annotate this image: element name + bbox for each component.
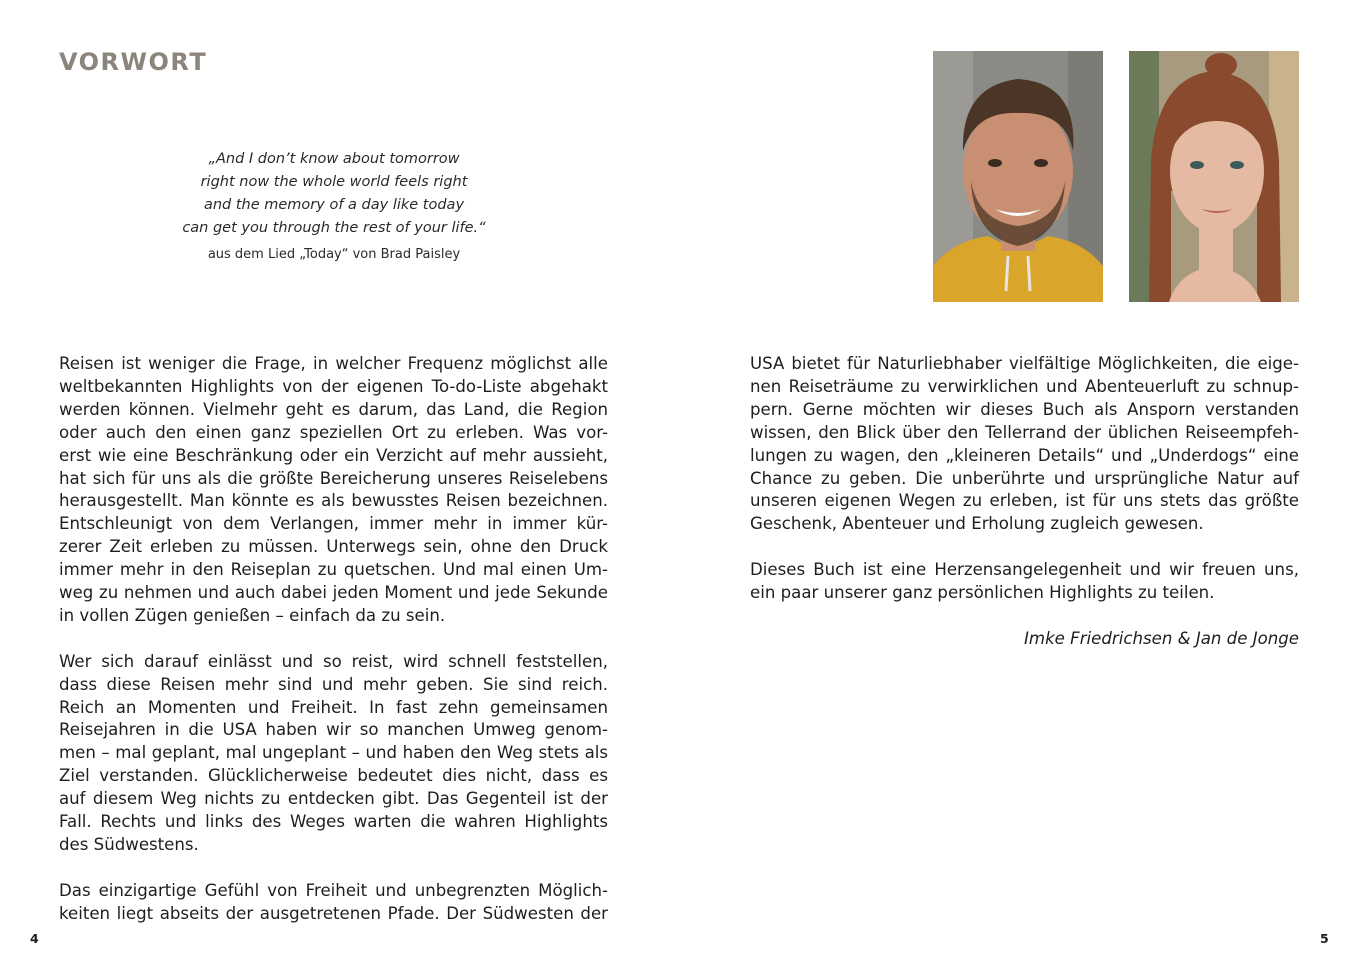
text-line: unseren eigenen Wegen zu erleben, ist für uns stets das größte <box>750 491 1299 511</box>
quote-source: aus dem Lied „Today“ von Brad Paisley <box>207 247 461 262</box>
right-page <box>679 0 1358 974</box>
body-text-right <box>750 353 1299 651</box>
text-line: pern. Gerne möchten wir dieses Buch als Ansporn verstanden <box>750 399 1299 419</box>
portrait-woman-photo <box>1129 51 1299 302</box>
text-line: Chance zu geben. Die unberührte und ursprüngliche Natur auf <box>750 468 1299 488</box>
text-line: hat sich für uns als die größte Bereicherung unseres Reiselebens <box>59 468 608 488</box>
text-line: men – mal geplant, mal ungeplant – und haben den Weg stets als <box>59 743 608 763</box>
author-signature: Imke Friedrichsen & Jan de Jonge <box>1024 628 1299 648</box>
text-line: in vollen Zügen genießen – einfach da zu sein. <box>59 605 446 625</box>
text-line: nen Reiseträume zu verwirklichen und Abenteuerluft zu schnup- <box>750 376 1299 396</box>
text-line: weltbekannten Highlights von der eigenen To-do-Liste abgehakt <box>59 376 608 396</box>
text-line: Reich an Momenten und Freiheit. In fast zehn gemeinsamen <box>59 697 608 717</box>
epigraph <box>150 148 518 264</box>
text-line: erst wie eine Beschränkung oder ein Verzicht auf mehr aussieht, <box>59 445 608 465</box>
text-line: des Südwestens. <box>59 835 199 855</box>
text-line: USA bietet für Naturliebhaber vielfältige Möglichkeiten, die eige- <box>750 354 1299 373</box>
page-number: 4 <box>30 931 39 946</box>
text-line: oder auch den einen ganz speziellen Ort zu erleben. Was vor- <box>59 422 608 442</box>
text-line: ein paar unserer ganz persönlichen Highlights zu teilen. <box>750 583 1215 603</box>
text-line: Wer sich darauf einlässt und so reist, wird schnell feststellen, <box>59 651 608 671</box>
paragraph <box>59 880 608 926</box>
text-line: Das einzigartige Gefühl von Freiheit und unbegrenzten Möglich- <box>59 880 608 900</box>
body-text-left <box>59 353 608 949</box>
text-line: zerer Zeit erleben zu müssen. Unterwegs sein, ohne den Druck <box>59 537 608 557</box>
text-line: werden können. Vielmehr geht es darum, das Land, die Region <box>59 399 608 419</box>
text-line: Fall. Rechts und links des Weges warten die wahren Highlights <box>59 812 608 832</box>
quote-line: and the memory of a day like today <box>203 197 465 213</box>
quote-line: „And I don’t know about tomorrow <box>208 151 460 167</box>
text-line: weg zu nehmen und auch dabei jeden Moment und jede Sekunde <box>59 583 608 603</box>
paragraph <box>59 651 608 857</box>
text-line: wissen, den Blick über den Tellerrand der üblichen Reiseempfeh- <box>750 422 1299 442</box>
text-line: lungen zu wagen, den „kleineren Details“ und „Underdogs“ eine <box>750 445 1299 465</box>
page-number: 5 <box>1320 931 1329 946</box>
text-line: Reisejahren in die USA haben wir so manchen Umweg genom- <box>59 720 608 740</box>
text-line: keiten liegt abseits der ausgetretenen Pfade. Der Südwesten der <box>59 903 608 923</box>
text-line: dass diese Reisen mehr sind und mehr geben. Sie sind reich. <box>59 674 608 694</box>
text-line: herausgestellt. Man könnte es als bewusstes Reisen bezeichnen. <box>59 491 608 511</box>
paragraph <box>750 559 1299 605</box>
text-line: immer mehr in den Reiseplan zu quetschen. Und mal einen Um- <box>59 560 608 580</box>
text-line: Geschenk, Abenteuer und Erholung zugleich gewesen. <box>750 514 1204 534</box>
chapter-heading: VORWORT <box>59 48 208 76</box>
text-line: Entschleunigt von dem Verlangen, immer mehr in immer kür- <box>59 514 608 534</box>
paragraph <box>750 353 1299 536</box>
portrait-woman-icon <box>1129 51 1299 302</box>
portrait-man-icon <box>933 51 1103 302</box>
text-line: Ziel verstanden. Glücklicherweise bedeutet dies nicht, dass es <box>59 766 608 786</box>
text-line: Dieses Buch ist eine Herzensangelegenheit und wir freuen uns, <box>750 560 1299 580</box>
text-line: Reisen ist weniger die Frage, in welcher Frequenz möglichst alle <box>59 354 608 373</box>
text-line: auf diesem Weg nichts zu entdecken gibt. Das Gegenteil ist der <box>59 789 608 809</box>
quote-line: right now the whole world feels right <box>200 174 468 190</box>
quote-line: can get you through the rest of your life.“ <box>182 220 486 236</box>
paragraph <box>59 353 608 628</box>
portrait-man-photo <box>933 51 1103 302</box>
